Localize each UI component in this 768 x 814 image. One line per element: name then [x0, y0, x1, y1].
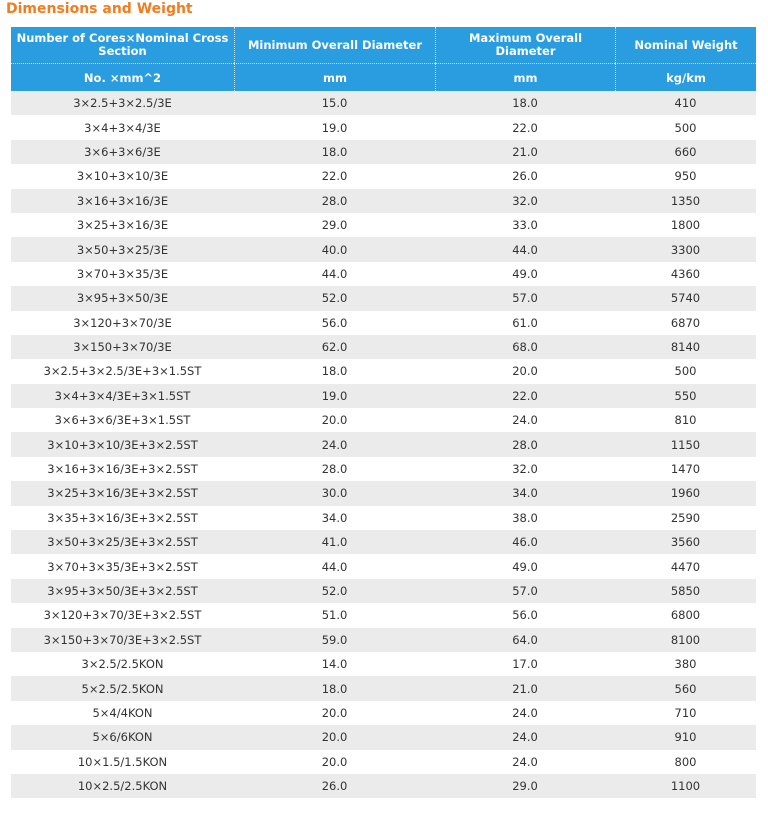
cell-min-diameter: 14.0 — [234, 652, 435, 676]
table-row — [11, 676, 756, 700]
cell-max-diameter: 21.0 — [435, 676, 615, 700]
section-title: Dimensions and Weight — [6, 1, 193, 17]
cell-cores-section: 3×10+3×10/3E+3×2.5ST — [11, 432, 234, 456]
table-row — [11, 774, 756, 798]
table-row — [11, 530, 756, 554]
table-row — [11, 408, 756, 432]
header-row — [11, 27, 756, 63]
unit-max-diameter: mm — [435, 63, 615, 91]
table-row — [11, 701, 756, 725]
cell-min-diameter: 34.0 — [234, 506, 435, 530]
table-row — [11, 237, 756, 261]
cell-min-diameter: 56.0 — [234, 311, 435, 335]
header-min-diameter: Minimum Overall Diameter — [234, 27, 435, 63]
cell-max-diameter: 57.0 — [435, 286, 615, 310]
cell-max-diameter: 56.0 — [435, 603, 615, 627]
cell-nominal-weight: 4360 — [615, 262, 756, 286]
table-row — [11, 628, 756, 652]
table-row — [11, 457, 756, 481]
cell-nominal-weight: 1800 — [615, 213, 756, 237]
table-row — [11, 481, 756, 505]
cell-cores-section: 3×10+3×10/3E — [11, 164, 234, 188]
cell-min-diameter: 20.0 — [234, 408, 435, 432]
cell-nominal-weight: 2590 — [615, 506, 756, 530]
cell-nominal-weight: 4470 — [615, 554, 756, 578]
cell-min-diameter: 26.0 — [234, 774, 435, 798]
cell-min-diameter: 62.0 — [234, 335, 435, 359]
cell-nominal-weight: 1960 — [615, 481, 756, 505]
cell-max-diameter: 57.0 — [435, 579, 615, 603]
cell-cores-section: 3×16+3×16/3E+3×2.5ST — [11, 457, 234, 481]
cell-cores-section: 3×95+3×50/3E — [11, 286, 234, 310]
table-row — [11, 335, 756, 359]
cell-nominal-weight: 1100 — [615, 774, 756, 798]
cell-max-diameter: 24.0 — [435, 725, 615, 749]
table-row — [11, 286, 756, 310]
cell-cores-section: 5×4/4KON — [11, 701, 234, 725]
cell-min-diameter: 20.0 — [234, 701, 435, 725]
cell-max-diameter: 33.0 — [435, 213, 615, 237]
cell-cores-section: 10×1.5/1.5KON — [11, 750, 234, 774]
cell-nominal-weight: 1150 — [615, 432, 756, 456]
cell-nominal-weight: 5850 — [615, 579, 756, 603]
cell-min-diameter: 59.0 — [234, 628, 435, 652]
cell-nominal-weight: 500 — [615, 359, 756, 383]
cell-max-diameter: 26.0 — [435, 164, 615, 188]
cell-max-diameter: 22.0 — [435, 115, 615, 139]
cell-cores-section: 3×70+3×35/3E+3×2.5ST — [11, 554, 234, 578]
table-row — [11, 750, 756, 774]
table-row — [11, 554, 756, 578]
table-row — [11, 359, 756, 383]
cell-nominal-weight: 3300 — [615, 237, 756, 261]
cell-nominal-weight: 710 — [615, 701, 756, 725]
cell-max-diameter: 38.0 — [435, 506, 615, 530]
cell-nominal-weight: 660 — [615, 140, 756, 164]
cell-cores-section: 10×2.5/2.5KON — [11, 774, 234, 798]
table-row — [11, 140, 756, 164]
cell-cores-section: 3×35+3×16/3E+3×2.5ST — [11, 506, 234, 530]
cell-max-diameter: 44.0 — [435, 237, 615, 261]
cell-cores-section: 3×16+3×16/3E — [11, 189, 234, 213]
cell-nominal-weight: 1350 — [615, 189, 756, 213]
unit-nominal-weight: kg/km — [615, 63, 756, 91]
cell-min-diameter: 29.0 — [234, 213, 435, 237]
cell-min-diameter: 30.0 — [234, 481, 435, 505]
cell-min-diameter: 24.0 — [234, 432, 435, 456]
cell-min-diameter: 40.0 — [234, 237, 435, 261]
cell-nominal-weight: 950 — [615, 164, 756, 188]
cell-nominal-weight: 410 — [615, 91, 756, 115]
cell-cores-section: 3×6+3×6/3E+3×1.5ST — [11, 408, 234, 432]
cell-max-diameter: 24.0 — [435, 750, 615, 774]
cell-max-diameter: 34.0 — [435, 481, 615, 505]
cell-max-diameter: 32.0 — [435, 189, 615, 213]
table-row — [11, 725, 756, 749]
cell-nominal-weight: 810 — [615, 408, 756, 432]
cell-max-diameter: 20.0 — [435, 359, 615, 383]
cell-min-diameter: 44.0 — [234, 262, 435, 286]
cell-nominal-weight: 3560 — [615, 530, 756, 554]
cell-min-diameter: 18.0 — [234, 140, 435, 164]
cell-cores-section: 3×50+3×25/3E+3×2.5ST — [11, 530, 234, 554]
cell-min-diameter: 15.0 — [234, 91, 435, 115]
cell-nominal-weight: 910 — [615, 725, 756, 749]
unit-min-diameter: mm — [234, 63, 435, 91]
cell-cores-section: 5×2.5/2.5KON — [11, 676, 234, 700]
cell-max-diameter: 49.0 — [435, 554, 615, 578]
cell-min-diameter: 22.0 — [234, 164, 435, 188]
cell-max-diameter: 32.0 — [435, 457, 615, 481]
cell-min-diameter: 28.0 — [234, 189, 435, 213]
table-row — [11, 91, 756, 115]
table-row — [11, 164, 756, 188]
cell-min-diameter: 52.0 — [234, 286, 435, 310]
table-body — [11, 91, 756, 798]
dimensions-table — [11, 27, 756, 798]
cell-nominal-weight: 6870 — [615, 311, 756, 335]
table-row — [11, 384, 756, 408]
cell-max-diameter: 46.0 — [435, 530, 615, 554]
cell-cores-section: 3×150+3×70/3E+3×2.5ST — [11, 628, 234, 652]
cell-max-diameter: 29.0 — [435, 774, 615, 798]
table-row — [11, 213, 756, 237]
cell-min-diameter: 44.0 — [234, 554, 435, 578]
cell-nominal-weight: 380 — [615, 652, 756, 676]
cell-min-diameter: 18.0 — [234, 359, 435, 383]
cell-nominal-weight: 1470 — [615, 457, 756, 481]
table-row — [11, 115, 756, 139]
cell-max-diameter: 22.0 — [435, 384, 615, 408]
cell-min-diameter: 18.0 — [234, 676, 435, 700]
cell-max-diameter: 24.0 — [435, 408, 615, 432]
cell-min-diameter: 19.0 — [234, 115, 435, 139]
cell-max-diameter: 49.0 — [435, 262, 615, 286]
header-max-diameter: Maximum Overall Diameter — [435, 27, 615, 63]
cell-nominal-weight: 550 — [615, 384, 756, 408]
cell-cores-section: 3×2.5+3×2.5/3E — [11, 91, 234, 115]
cell-cores-section: 3×95+3×50/3E+3×2.5ST — [11, 579, 234, 603]
table-row — [11, 311, 756, 335]
cell-max-diameter: 68.0 — [435, 335, 615, 359]
cell-cores-section: 3×6+3×6/3E — [11, 140, 234, 164]
cell-cores-section: 3×2.5/2.5KON — [11, 652, 234, 676]
cell-cores-section: 3×25+3×16/3E+3×2.5ST — [11, 481, 234, 505]
cell-cores-section: 3×4+3×4/3E — [11, 115, 234, 139]
unit-cores-section: No. ×mm^2 — [11, 63, 234, 91]
cell-max-diameter: 61.0 — [435, 311, 615, 335]
cell-nominal-weight: 8140 — [615, 335, 756, 359]
cell-min-diameter: 52.0 — [234, 579, 435, 603]
table-row — [11, 189, 756, 213]
cell-cores-section: 3×120+3×70/3E — [11, 311, 234, 335]
cell-cores-section: 3×25+3×16/3E — [11, 213, 234, 237]
cell-nominal-weight: 6800 — [615, 603, 756, 627]
cell-min-diameter: 19.0 — [234, 384, 435, 408]
cell-cores-section: 3×50+3×25/3E — [11, 237, 234, 261]
header-cores-section: Number of Cores×Nominal Cross Section — [11, 27, 234, 63]
cell-max-diameter: 28.0 — [435, 432, 615, 456]
cell-max-diameter: 17.0 — [435, 652, 615, 676]
cell-min-diameter: 51.0 — [234, 603, 435, 627]
table-row — [11, 262, 756, 286]
cell-cores-section: 5×6/6KON — [11, 725, 234, 749]
cell-cores-section: 3×120+3×70/3E+3×2.5ST — [11, 603, 234, 627]
units-row — [11, 63, 756, 91]
table-row — [11, 603, 756, 627]
header-nominal-weight: Nominal Weight — [615, 27, 756, 63]
cell-nominal-weight: 560 — [615, 676, 756, 700]
cell-min-diameter: 20.0 — [234, 750, 435, 774]
cell-min-diameter: 20.0 — [234, 725, 435, 749]
table-row — [11, 652, 756, 676]
cell-nominal-weight: 500 — [615, 115, 756, 139]
cell-min-diameter: 41.0 — [234, 530, 435, 554]
cell-cores-section: 3×150+3×70/3E — [11, 335, 234, 359]
cell-max-diameter: 18.0 — [435, 91, 615, 115]
cell-max-diameter: 24.0 — [435, 701, 615, 725]
cell-cores-section: 3×2.5+3×2.5/3E+3×1.5ST — [11, 359, 234, 383]
table-row — [11, 506, 756, 530]
cell-nominal-weight: 800 — [615, 750, 756, 774]
cell-nominal-weight: 5740 — [615, 286, 756, 310]
cell-max-diameter: 21.0 — [435, 140, 615, 164]
cell-cores-section: 3×70+3×35/3E — [11, 262, 234, 286]
cell-max-diameter: 64.0 — [435, 628, 615, 652]
cell-cores-section: 3×4+3×4/3E+3×1.5ST — [11, 384, 234, 408]
table-row — [11, 579, 756, 603]
table-row — [11, 432, 756, 456]
cell-nominal-weight: 8100 — [615, 628, 756, 652]
cell-min-diameter: 28.0 — [234, 457, 435, 481]
